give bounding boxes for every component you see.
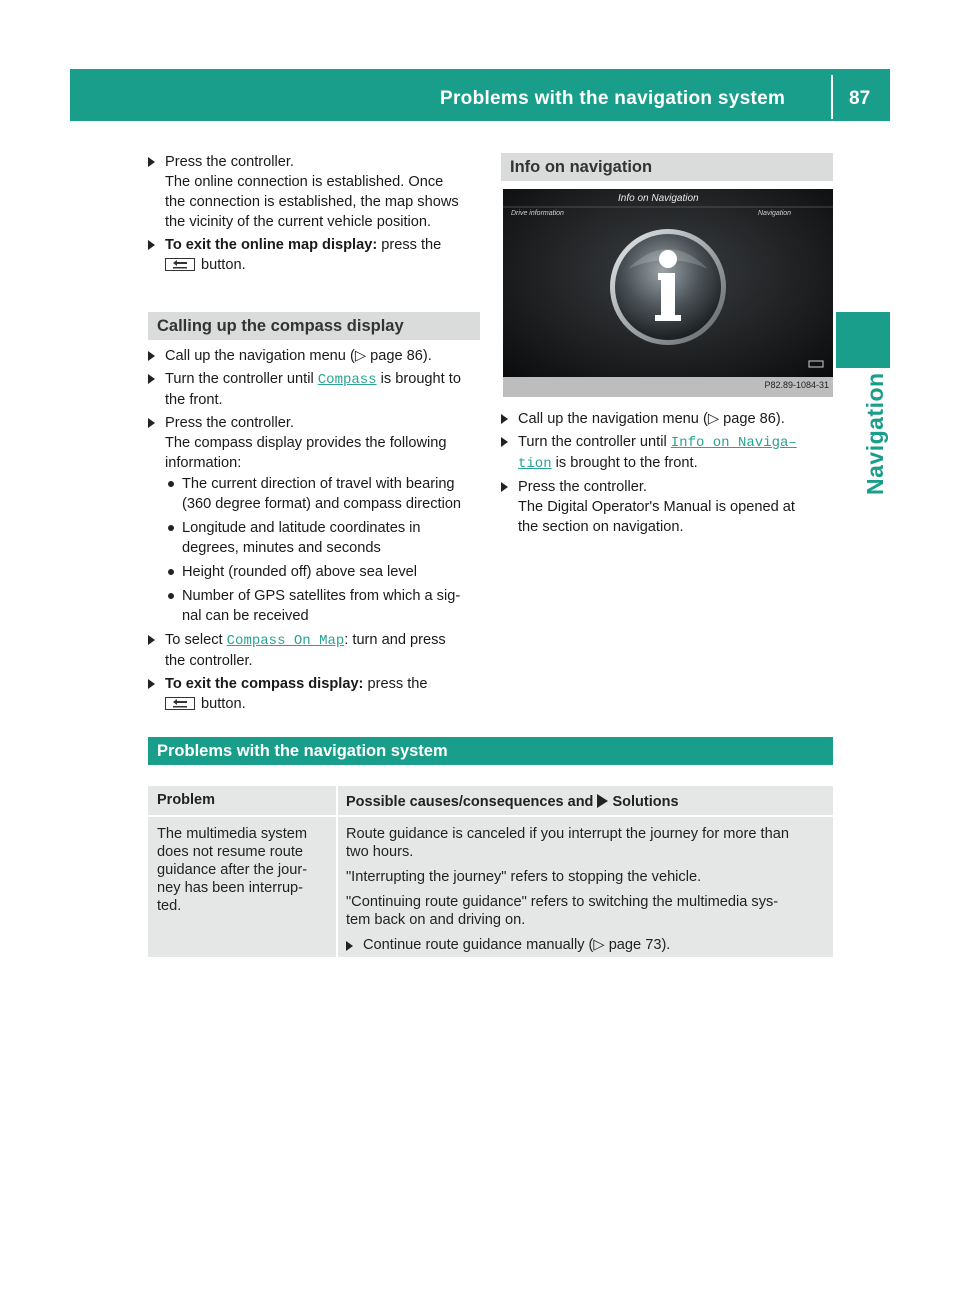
solution-paragraph: Route guidance is canceled if you interrupt the journey for more than two hours. [346,826,789,860]
screen-left-label: Drive information [511,210,564,217]
step-arrow-icon [148,374,155,384]
step-exit-compass: To exit the compass display: press the button. [148,674,484,714]
step-exit-online-map: To exit the online map display: press the button. [148,235,484,275]
step-arrow-icon [148,157,155,167]
section-heading-problems: Problems with the navigation system [148,737,833,765]
list-item: Number of GPS satellites from which a sig- nal can be received [165,586,484,626]
compass-steps [148,346,484,717]
bullet-dot-icon [168,593,174,599]
bullet-dot-icon [168,525,174,531]
step-arrow-icon [501,437,508,447]
menu-item-compass-on-map: Compass On Map [226,633,345,649]
step-press-controller-info: Press the controller. The Digital Operator's Manual is opened at the section on navigation. [501,477,837,537]
step-arrow-icon [148,418,155,428]
page-ref-icon: ▷ [593,937,605,953]
step-arrow-icon [501,414,508,424]
solution-cell [346,825,830,957]
screen-image-info-on-navigation [503,189,833,397]
compass-info-list [165,474,484,626]
page-header-title: Problems with the navigation system [440,88,786,109]
step-arrow-icon [148,240,155,250]
menu-item-info-on-navigation-cont: tion [518,456,552,472]
column-header-problem: Problem [157,792,216,808]
step-call-nav-menu: Call up the navigation menu (▷ page 86). [148,346,484,366]
step-arrow-icon [148,679,155,689]
image-caption-bar [503,377,833,397]
table-row-divider [148,815,833,817]
solution-paragraph: "Interrupting the journey" refers to stopping the vehicle. [346,869,702,885]
solution-step: Continue route guidance manually (▷ page 73). [346,936,830,954]
step-call-nav-menu: Call up the navigation menu (▷ page 86). [501,409,837,429]
screen-right-label: Navigation [758,210,792,217]
page-ref-icon: ▷ [707,411,720,427]
side-tab-marker [836,312,890,368]
page-ref-icon: ▷ [354,348,367,364]
step-press-controller: Press the controller. The online connection is established. Once the connection is established, the map shows the vicinity of the current vehicle position. [148,152,484,232]
menu-item-compass: Compass [317,372,377,388]
problem-cell: The multimedia system does not resume route guidance after the jour- ney has been interrup- ted. [157,826,308,914]
step-arrow-icon [148,635,155,645]
step-arrow-icon [346,941,353,951]
step-turn-controller-info: Turn the controller until Info on Naviga– tion is brought to the front. [501,432,837,474]
right-column [501,409,837,540]
info-screen-illustration [503,189,833,397]
table-column-divider [336,786,338,957]
back-button-icon [165,697,195,710]
arrow-right-icon [597,794,608,808]
page-number: 87 [849,88,871,109]
column-header-solutions: Possible causes/consequences and Solutions [346,794,679,810]
list-item: Height (rounded off) above sea level [165,562,484,582]
step-select-compass-on-map: To select Compass On Map: turn and press the controller. [148,630,484,671]
bullet-dot-icon [168,569,174,575]
list-item: The current direction of travel with bearing (360 degree format) and compass direction [165,474,484,514]
side-tab-label: Navigation [862,372,888,495]
image-reference-code: P82.89-1084-31 [764,380,829,390]
menu-item-info-on-navigation: Info on Naviga– [670,435,797,451]
step-arrow-icon [501,482,508,492]
screen-title: Info on Navigation [618,193,699,204]
section-heading-compass: Calling up the compass display [148,312,480,340]
list-item: Longitude and latitude coordinates in degrees, minutes and seconds [165,518,484,558]
header-divider [831,75,833,119]
solution-paragraph: "Continuing route guidance" refers to switching the multimedia sys- tem back on and driving on. [346,894,779,928]
step-press-controller-compass: Press the controller. The compass display provides the following information: The current direction of travel with bearing (360 degree format) and compass direction Longitude and latitude coordinates in degrees, minutes and seconds Height (rounded off) above sea level Number of GPS satellites from which a sig- nal can be received [148,413,484,626]
step-turn-controller: Turn the controller until Compass is brought to the front. [148,369,484,410]
back-button-icon [165,258,195,271]
left-column [148,152,484,278]
step-arrow-icon [148,351,155,361]
bullet-dot-icon [168,481,174,487]
section-heading-info-on-navigation: Info on navigation [501,153,833,181]
